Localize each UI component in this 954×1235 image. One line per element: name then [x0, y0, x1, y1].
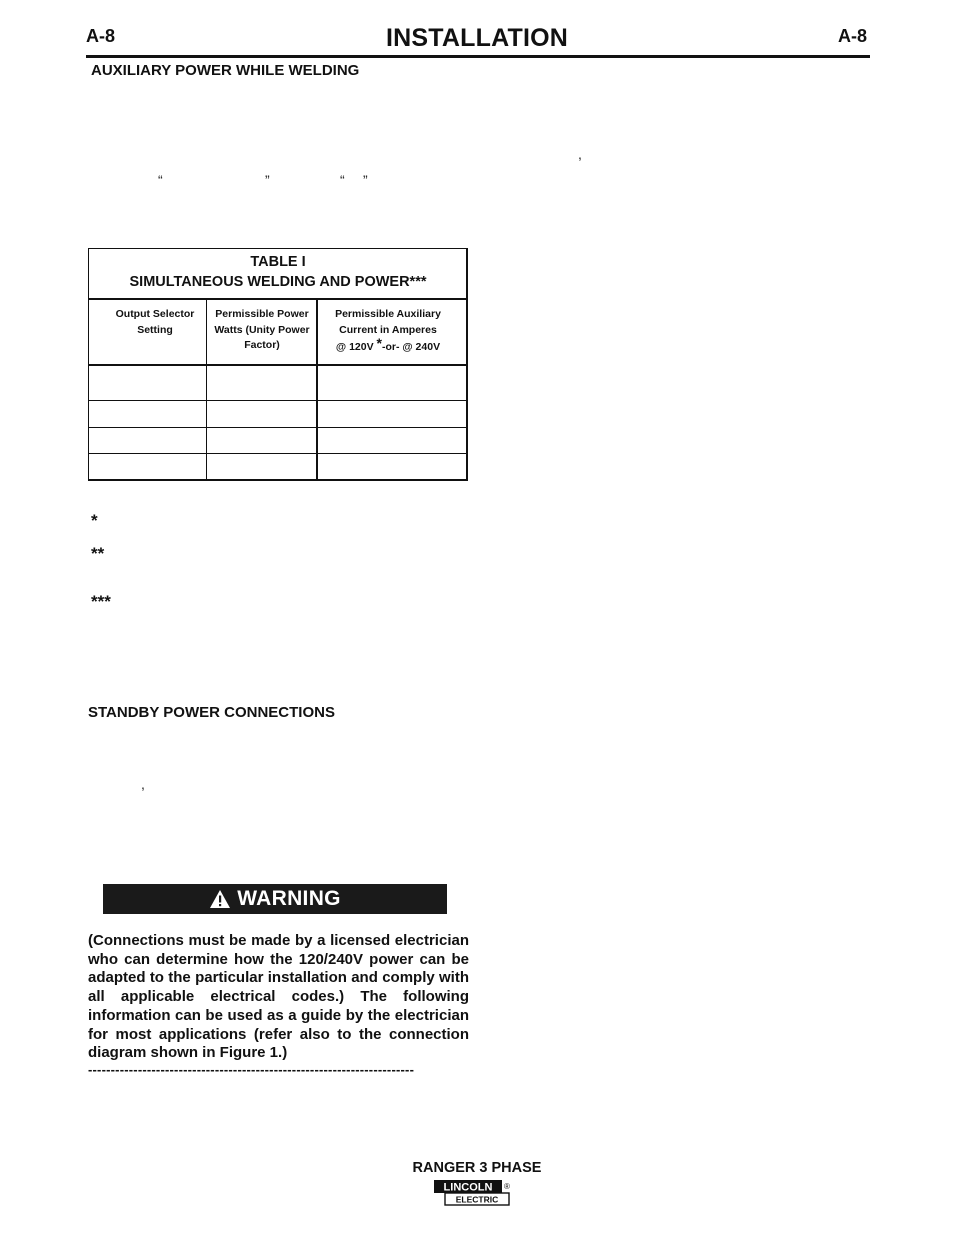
table-title — [89, 252, 467, 292]
page-number-right: A-8 — [838, 26, 868, 46]
stray-open-quote: “ — [340, 172, 345, 188]
footnote-marker-3: *** — [91, 592, 111, 611]
footnote-marker-1: * — [91, 511, 98, 530]
stray-open-quote: “ — [158, 172, 163, 188]
column-header-permissible-current: Permissible Auxiliary Current in Amperes @ 120V *-or- @ 240V — [335, 308, 441, 353]
logo-text-bottom: ELECTRIC — [455, 1194, 499, 1205]
footer-model-name: RANGER 3 PHASE — [412, 1160, 542, 1176]
warning-divider: ------------------------------------------------------------------------ — [88, 1062, 415, 1077]
stray-comma: , — [141, 776, 145, 792]
warning-banner — [103, 884, 447, 914]
lincoln-electric-logo — [433, 1178, 513, 1208]
logo-registered-mark: ® — [504, 1182, 510, 1191]
warning-label: WARNING — [237, 887, 341, 910]
table-row-rule — [89, 364, 467, 366]
stray-close-quote: ” — [265, 172, 270, 188]
footnote-marker-2: ** — [91, 544, 105, 563]
column-header-permissible-power: Permissible Power Watts (Unity Power Factor) — [214, 308, 310, 351]
stray-comma: , — [578, 146, 582, 162]
table-title-line2: SIMULTANEOUS WELDING AND POWER*** — [129, 274, 427, 290]
table-rule — [89, 298, 467, 300]
warning-triangle-icon — [209, 889, 231, 909]
column-header-output-selector: Output Selector Setting — [115, 308, 195, 336]
table-row-rule — [89, 453, 467, 454]
section-heading-auxiliary-power: AUXILIARY POWER WHILE WELDING — [91, 62, 360, 79]
logo-text-top: LINCOLN — [443, 1181, 493, 1194]
page-title: INSTALLATION — [385, 24, 568, 52]
page-number-left: A-8 — [86, 26, 116, 46]
table-simultaneous-welding — [88, 248, 468, 481]
stray-close-quote: ” — [363, 172, 368, 188]
warning-text: (Connections must be made by a licensed electrician who can determine how the 120/240V power can be adapted to the particular installation and comply with all applicable electrical codes.) The following information can be used as a guide by the electrician for most applications (refer also to the connection diagram shown in Figure 1.) — [88, 932, 469, 1062]
table-title-line1: TABLE I — [250, 254, 306, 270]
section-heading-standby-power: STANDBY POWER CONNECTIONS — [88, 704, 335, 721]
table-row-rule — [89, 427, 467, 428]
header-rule — [86, 55, 870, 58]
table-row-rule — [89, 400, 467, 401]
